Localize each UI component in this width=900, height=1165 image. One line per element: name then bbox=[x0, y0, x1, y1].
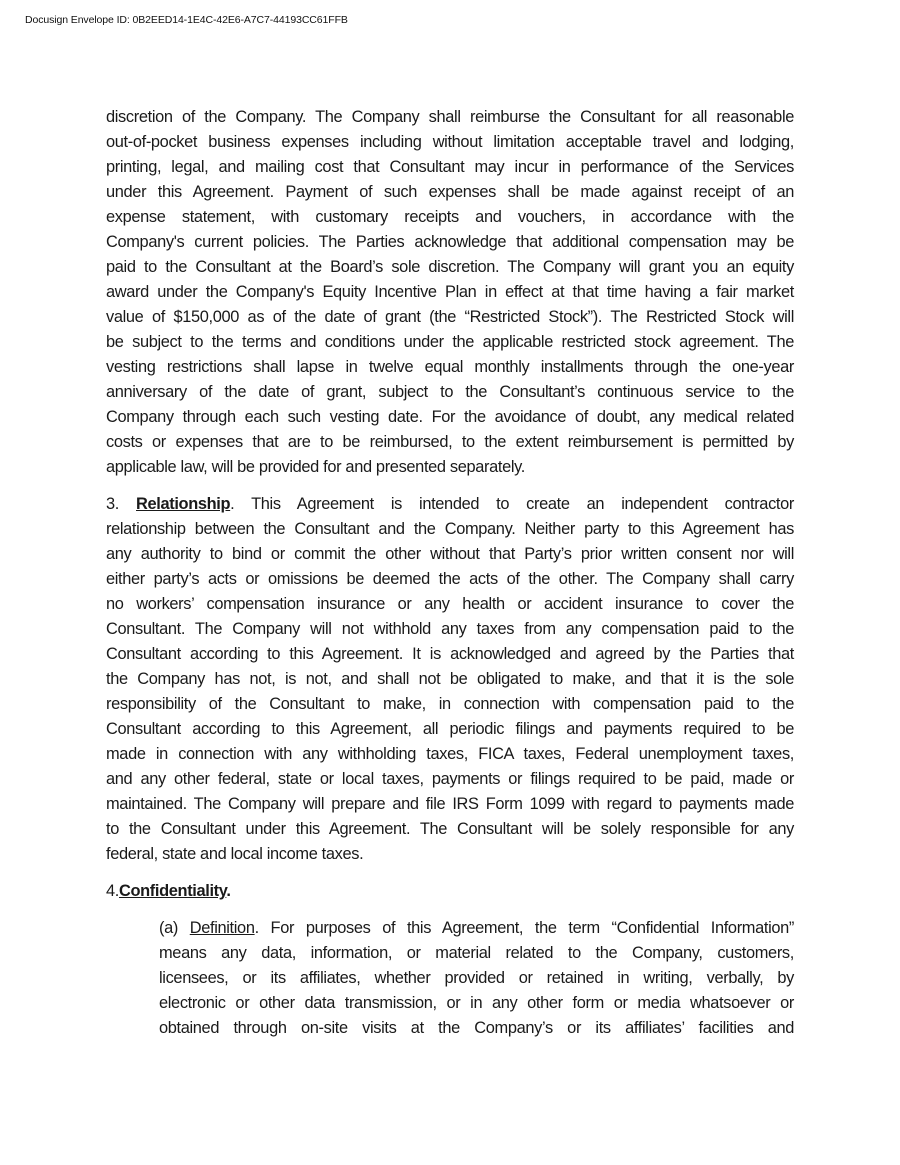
text-line: Consultant. The Company will not withhold any taxes from any compensation paid to the bbox=[106, 620, 794, 638]
text-line: licensees, or its affiliates, whether provided or retained in writing, verbally, by bbox=[159, 969, 794, 987]
text-line: Consultant according to this Agreement, all periodic filings and payments required to be bbox=[106, 720, 794, 738]
text-line: value of $150,000 as of the date of grant (the “Restricted Stock”). The Restricted Stock will bbox=[106, 308, 794, 326]
text-line: costs or expenses that are to be reimbursed, to the extent reimbursement is permitted by bbox=[106, 433, 794, 451]
subsection-heading: Definition bbox=[189, 919, 255, 937]
text-line: paid to the Consultant at the Board’s sole discretion. The Company will grant you an equity bbox=[106, 258, 794, 276]
text-line: either party’s acts or omissions be deemed the acts of the other. The Company shall carry bbox=[106, 570, 794, 588]
text-line: the Company has not, is not, and shall not be obligated to make, and that it is the sole bbox=[106, 670, 794, 688]
text-line: relationship between the Consultant and the Company. Neither party to this Agreement has bbox=[106, 520, 794, 538]
subsection-a-definition bbox=[106, 916, 794, 1041]
section-3-first-line bbox=[106, 492, 794, 517]
text-line: electronic or other data transmission, or in any other form or media whatsoever or bbox=[159, 994, 794, 1012]
section-4-heading-line bbox=[106, 879, 794, 904]
compensation-paragraph bbox=[106, 105, 794, 480]
subsection-label: (a) bbox=[159, 919, 190, 937]
text-line: Company's current policies. The Parties acknowledge that additional compensation may be bbox=[106, 233, 794, 251]
document-body bbox=[106, 105, 794, 1041]
text-line: Consultant according to this Agreement. It is acknowledged and agreed by the Parties that bbox=[106, 645, 794, 663]
heading-period: . bbox=[226, 882, 231, 900]
section-heading: Relationship bbox=[136, 495, 231, 513]
text-line: no workers’ compensation insurance or any health or accident insurance to cover the bbox=[106, 595, 794, 613]
section-number: 4. bbox=[106, 882, 119, 900]
subsection-a-first-line bbox=[159, 916, 794, 941]
text-line: printing, legal, and mailing cost that Consultant may incur in performance of the Services bbox=[106, 158, 794, 176]
text-line: maintained. The Company will prepare and file IRS Form 1099 with regard to payments made bbox=[106, 795, 794, 813]
text-line: Company through each such vesting date. For the avoidance of doubt, any medical related bbox=[106, 408, 794, 426]
text-line: be subject to the terms and conditions under the applicable restricted stock agreement. The bbox=[106, 333, 794, 351]
text-run: . This Agreement is intended to create an independent contractor bbox=[230, 495, 794, 513]
text-line: and any other federal, state or local taxes, payments or filings required to be paid, made or bbox=[106, 770, 794, 788]
text-line: federal, state and local income taxes. bbox=[106, 845, 364, 863]
text-line: award under the Company's Equity Incentive Plan in effect at that time having a fair market bbox=[106, 283, 794, 301]
text-line: expense statement, with customary receipts and vouchers, in accordance with the bbox=[106, 208, 794, 226]
text-line: discretion of the Company. The Company shall reimburse the Consultant for all reasonable bbox=[106, 108, 794, 126]
text-line: under this Agreement. Payment of such expenses shall be made against receipt of an bbox=[106, 183, 794, 201]
text-line: obtained through on-site visits at the Company’s or its affiliates’ facilities and bbox=[159, 1019, 794, 1037]
text-run: . For purposes of this Agreement, the term “Confidential Information” bbox=[254, 919, 795, 937]
text-line: anniversary of the date of grant, subject to the Consultant’s continuous service to the bbox=[106, 383, 794, 401]
section-heading: Confidentiality bbox=[118, 882, 227, 900]
text-line: out-of-pocket business expenses including without limitation acceptable travel and lodging, bbox=[106, 133, 794, 151]
text-line: any authority to bind or commit the other without that Party’s prior written consent nor will bbox=[106, 545, 794, 563]
section-3-relationship bbox=[106, 492, 794, 867]
text-line: means any data, information, or material related to the Company, customers, bbox=[159, 944, 794, 962]
text-line: made in connection with any withholding taxes, FICA taxes, Federal unemployment taxes, bbox=[106, 745, 794, 763]
docusign-envelope-id: Docusign Envelope ID: 0B2EED14-1E4C-42E6-A7C7-44193CC61FFB bbox=[25, 14, 348, 26]
text-line: applicable law, will be provided for and presented separately. bbox=[106, 458, 525, 476]
section-4-confidentiality bbox=[106, 879, 794, 904]
text-line: responsibility of the Consultant to make, in connection with compensation paid to the bbox=[106, 695, 794, 713]
section-number: 3. bbox=[106, 495, 137, 513]
text-line: to the Consultant under this Agreement. The Consultant will be solely responsible for any bbox=[106, 820, 794, 838]
text-line: vesting restrictions shall lapse in twelve equal monthly installments through the one-year bbox=[106, 358, 794, 376]
